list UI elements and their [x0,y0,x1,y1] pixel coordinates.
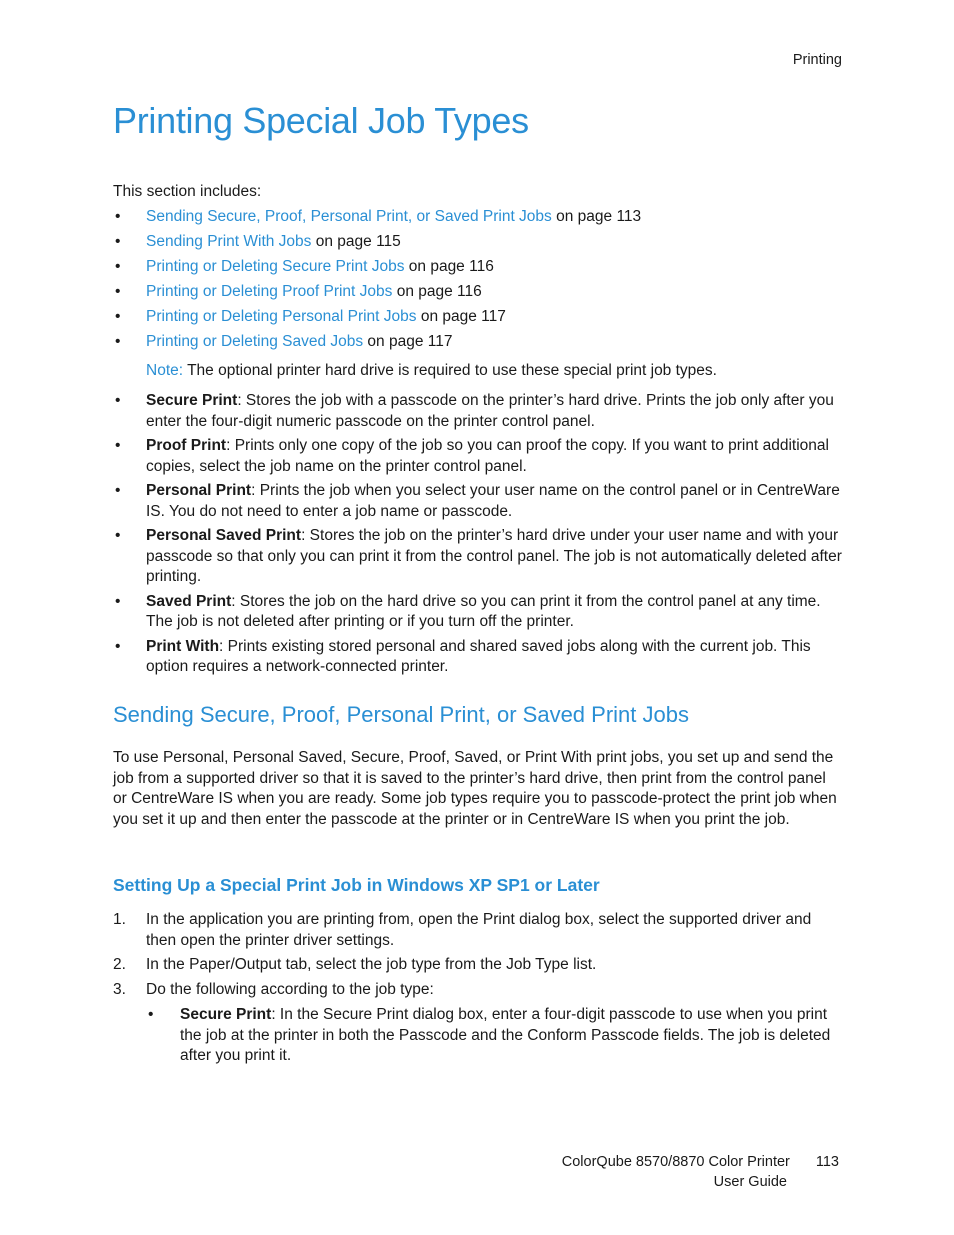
toc-page-ref: on page 113 [551,208,642,225]
job-type-description: : Stores the job on the printer’s hard drive under your user name and with your passcode so that only you can print it from the control panel. The job is not automatically deleted after printing. [146,527,842,585]
step-item [113,910,843,951]
job-type-term: Print With [146,637,220,655]
toc-item [113,232,641,257]
page-footer [562,1152,839,1192]
job-type-item [113,391,843,432]
toc-link[interactable]: Printing or Deleting Personal Print Jobs [146,308,417,325]
sub-bullet-item [146,1005,843,1067]
job-type-description: : Prints existing stored personal and shared saved jobs along with the current job. This option requires a network-connected printer. [146,637,811,675]
toc-page-ref: on page 116 [392,283,482,300]
step-number: 2. [113,956,126,973]
sub-bullet-list [146,1005,843,1067]
job-type-item [113,481,843,522]
job-type-term: Personal Saved Print [146,527,302,544]
toc-item [113,282,641,307]
page-title: Printing Special Job Types [113,100,529,141]
job-type-item [113,526,843,588]
toc-item [113,207,641,232]
step-number: 3. [113,980,126,998]
toc-item [113,257,641,282]
toc-link[interactable]: Printing or Deleting Proof Print Jobs [146,283,393,300]
toc-item [113,307,641,332]
section-paragraph: To use Personal, Personal Saved, Secure, Proof, Saved, or Print With print jobs, you set up and send the job from a supported driver so that it is saved to the printer’s hard drive, then print from the control panel or CentreWare IS when you are ready. Some job types require you to passcode-protect the print job when you set it up and then enter the passcode at the printer or in CentreWare IS when you print the job. [113,749,837,828]
sub-bullet-term: Secure Print [180,1006,272,1023]
job-type-description: : Prints only one copy of the job so you can proof the copy. If you want to print additional copies, select the job name on the printer control panel. [146,437,829,475]
note [146,361,717,381]
toc-page-ref: on page 115 [311,233,401,250]
job-type-term: Proof Print [146,437,227,454]
job-type-term: Saved Print [146,592,232,610]
step-item [113,955,843,976]
toc-link[interactable]: Printing or Deleting Saved Jobs [146,333,364,350]
job-type-item [113,592,843,633]
toc-link[interactable]: Printing or Deleting Secure Print Jobs [146,258,405,275]
sub-bullet-text: : In the Secure Print dialog box, enter a four-digit passcode to use when you print the job at the printer in both the Passcode and the Conform Passcode fields. The job is deleted after you print it. [180,1006,831,1064]
section-toc [113,207,641,357]
job-type-item [113,436,843,477]
toc-page-ref: on page 117 [416,308,506,325]
job-type-item [113,637,843,678]
job-type-description: : Stores the job with a passcode on the printer’s hard drive. Prints the job only after you enter the four-digit numeric passcode on the printer control panel. [146,392,834,430]
job-types-list [113,391,843,682]
step-number: 1. [113,911,126,928]
step-text: In the Paper/Output tab, select the job type from the Job Type list. [146,956,597,973]
step-text: Do the following according to the job type: [146,980,434,998]
running-header: Printing [792,52,842,68]
job-type-term: Secure Print [146,392,238,409]
toc-page-ref: on page 116 [404,258,494,275]
intro-text: This section includes: [113,183,262,200]
toc-link[interactable]: Sending Print With Jobs [146,233,312,250]
job-type-description: : Prints the job when you select your user name on the control panel or in CentreWare IS. You do not need to enter a job name or passcode. [146,482,840,520]
step-item [113,980,843,1001]
job-type-description: : Stores the job on the hard drive so you can print it from the control panel at any time. The job is not deleted after printing or if you turn off the printer. [146,592,821,630]
note-text: The optional printer hard drive is required to use these special print job types. [183,362,717,379]
footer-product: ColorQube 8570/8870 Color Printer [561,1154,790,1170]
step-text: In the application you are printing from, open the Print dialog box, select the supported driver and then open the printer driver settings. [146,911,812,949]
toc-item [113,332,641,357]
page-number: 113 [815,1154,839,1170]
toc-page-ref: on page 117 [363,333,453,350]
footer-row [562,1152,839,1172]
toc-link[interactable]: Sending Secure, Proof, Personal Print, or Saved Print Jobs [146,208,552,225]
subsection-heading: Setting Up a Special Print Job in Windows XP SP1 or Later [113,875,600,895]
footer-guide: User Guide [713,1174,787,1190]
section-heading: Sending Secure, Proof, Personal Print, or Saved Print Jobs [113,702,689,727]
note-label: Note: [146,362,184,379]
job-type-term: Personal Print [146,482,252,499]
steps-list [113,910,843,1004]
